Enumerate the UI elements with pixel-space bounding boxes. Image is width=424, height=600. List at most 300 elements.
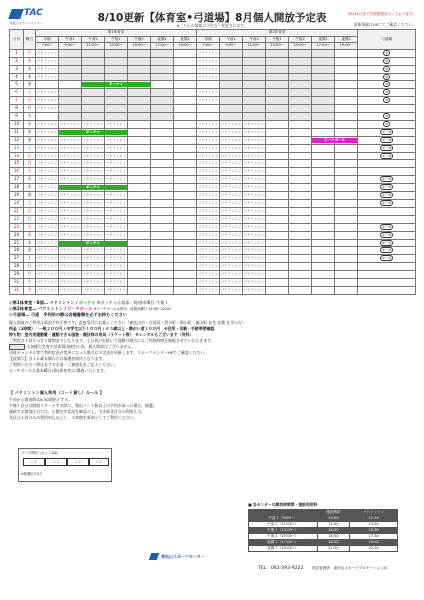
slot-cell	[243, 263, 266, 271]
slot-cell	[197, 168, 220, 176]
slot-cell	[197, 113, 220, 121]
badminton-label: バドミントン	[220, 208, 242, 213]
slot-cell	[197, 215, 220, 223]
day-cell: 23	[10, 223, 24, 231]
slot-cell	[36, 263, 59, 271]
slot-cell	[105, 113, 128, 121]
badminton-label: バドミントン	[243, 240, 265, 245]
badminton-label: バドミントン	[82, 272, 104, 277]
badminton-label: バドミントン	[105, 145, 127, 150]
badminton-label: バドミントン	[59, 272, 81, 277]
fee-cell: 夜間２（19:00~）	[249, 546, 318, 552]
time-header: 7:00~	[36, 43, 59, 50]
slot-cell	[312, 152, 335, 160]
badminton-label: バドミントン	[36, 280, 58, 285]
day-cell: 31	[10, 286, 24, 294]
slot-cell	[289, 65, 312, 73]
badminton-label: バドミントン	[197, 153, 219, 158]
day-cell: 16	[10, 168, 24, 176]
slot-cell	[266, 215, 289, 223]
bocce-bar: ボッチャ	[59, 185, 127, 190]
badminton-label: バドミントン	[220, 272, 242, 277]
slot-cell	[174, 89, 197, 97]
slot-cell	[36, 57, 59, 65]
rule-1: 午前から開放時は8:30開始とする。	[9, 397, 73, 402]
logo-subtitle: 東松山スポーツセンター	[10, 21, 43, 25]
slot-cell	[128, 144, 151, 152]
slot-cell	[82, 215, 105, 223]
day-cell: 19	[10, 192, 24, 200]
slot-cell	[266, 89, 289, 97]
kyudo-cell	[358, 192, 416, 200]
badminton-label: バドミントン	[36, 169, 58, 174]
slot-cell	[243, 255, 266, 263]
rule-2: 午後１区分は開放スタートする際に、貸出コート数以上の予約があった場合、抽選。	[9, 403, 157, 408]
slot-cell	[151, 97, 174, 105]
day-cell: 25	[10, 239, 24, 247]
badminton-label: バドミントン	[220, 169, 242, 174]
slot-cell	[151, 231, 174, 239]
slot-cell	[243, 89, 266, 97]
slot-cell	[105, 168, 128, 176]
badminton-label: バドミントン	[197, 137, 219, 142]
page-title: 8/10更新【体育室•弓道場】8月個人開放予定表	[97, 12, 327, 24]
slot-cell	[59, 279, 82, 287]
weekday-cell: 水	[24, 231, 36, 239]
day-cell: 14	[10, 152, 24, 160]
weekday-cell: 金	[24, 192, 36, 200]
slot-cell	[128, 286, 151, 294]
slot-cell	[335, 97, 358, 105]
slot-cell	[151, 184, 174, 192]
slot-cell	[243, 136, 266, 144]
info-update: 団体キャンセル等で利用状況が変更になった場合は予定表を更新します。スポーツセンターHPでご確認ください。	[9, 350, 209, 355]
badminton-label: バドミントン	[220, 264, 242, 269]
weekday-cell: 木	[24, 239, 36, 247]
slot-cell	[266, 152, 289, 160]
slot-cell	[105, 128, 128, 136]
slot-cell	[151, 136, 174, 144]
slot-cell	[105, 223, 128, 231]
badminton-label: バドミントン	[197, 50, 219, 55]
badminton-label: バドミントン	[82, 161, 104, 166]
slot-header: 早朝	[36, 36, 59, 43]
slot-cell	[197, 184, 220, 192]
slot-cell	[312, 279, 335, 287]
badminton-label: バドミントン	[36, 129, 58, 134]
day-cell: 26	[10, 247, 24, 255]
slot-cell	[289, 223, 312, 231]
slot-cell	[82, 279, 105, 287]
slot-cell	[82, 271, 105, 279]
slot-cell	[266, 144, 289, 152]
slot-cell	[266, 255, 289, 263]
slot-cell	[128, 128, 151, 136]
slot-cell	[243, 215, 266, 223]
slot-cell	[243, 271, 266, 279]
badminton-label: バドミントン	[105, 169, 127, 174]
slot-cell	[312, 49, 335, 57]
slot-cell	[220, 89, 243, 97]
badminton-label: バドミントン	[36, 90, 58, 95]
time-header: 17:00~	[151, 43, 174, 50]
slot-cell	[266, 184, 289, 192]
info-belongings: 持ち物：室内用運動靴・運動できる服装・競技毎の用具（ラケット等） ※レンタルもございます（有料）	[9, 332, 194, 337]
weekday-cell: 火	[24, 168, 36, 176]
fee-cell: 14:50	[317, 528, 350, 534]
bocce-bar: ボッチャ	[59, 130, 127, 135]
time-header: 13:00~	[105, 43, 128, 50]
slot-cell	[289, 152, 312, 160]
slot-cell	[335, 263, 358, 271]
slot-cell	[197, 128, 220, 136]
badminton-label: バドミントン	[36, 287, 58, 292]
table-row	[10, 200, 416, 208]
slot-cell	[220, 176, 243, 184]
slot-cell	[289, 255, 312, 263]
slot-cell	[243, 176, 266, 184]
badminton-label: バドミントン	[82, 153, 104, 158]
slot-cell	[197, 97, 220, 105]
slot-cell	[266, 247, 289, 255]
fee-cell: 11:30	[350, 516, 398, 522]
badminton-label: バドミントン	[220, 137, 242, 142]
badminton-label: バドミントン	[243, 153, 265, 158]
badminton-label: バドミントン	[59, 232, 81, 237]
badminton-label: バドミントン	[59, 145, 81, 150]
slot-cell	[105, 247, 128, 255]
weekday-cell: 金	[24, 136, 36, 144]
badminton-label: バドミントン	[197, 224, 219, 229]
fee-cell: 13:30	[350, 522, 398, 528]
slot-cell	[243, 144, 266, 152]
slot-cell	[36, 89, 59, 97]
day-cell: 21	[10, 207, 24, 215]
day-cell: 13	[10, 144, 24, 152]
slot-cell	[174, 105, 197, 113]
slot-cell	[266, 113, 289, 121]
slot-header: 夜間1	[151, 36, 174, 43]
day-cell: 20	[10, 200, 24, 208]
slot-cell	[335, 247, 358, 255]
slot-cell	[243, 200, 266, 208]
badminton-label: バドミントン	[105, 161, 127, 166]
table-row	[10, 247, 416, 255]
slot-cell	[289, 120, 312, 128]
info-tournament-text: は各種大会等で団体貸切使用の為、個人開放はございません。	[26, 344, 136, 349]
slot-cell	[335, 105, 358, 113]
slot-cell	[151, 200, 174, 208]
badminton-label: バドミントン	[105, 256, 127, 261]
slot-cell	[105, 136, 128, 144]
day-cell: 15	[10, 160, 24, 168]
badminton-label: バドミントン	[220, 161, 242, 166]
slot-cell	[243, 160, 266, 168]
legend-kyudo: ◎弓道場… 弓道 ※利用の際は各種書類を必ずお持ちください	[9, 312, 128, 317]
slot-cell	[220, 255, 243, 263]
slot-cell	[197, 57, 220, 65]
slot-cell	[335, 136, 358, 144]
weekday-cell: 火	[24, 279, 36, 287]
slot-cell	[335, 200, 358, 208]
badminton-label: バドミントン	[105, 137, 127, 142]
slot-cell	[151, 168, 174, 176]
badminton-label: バドミントン	[59, 224, 81, 229]
kyudo-cell	[358, 57, 416, 65]
slot-cell	[266, 128, 289, 136]
slot-cell	[289, 105, 312, 113]
weekday-cell: 土	[24, 144, 36, 152]
slot-cell	[266, 65, 289, 73]
slot-cell	[36, 105, 59, 113]
slot-cell	[243, 81, 266, 89]
slot-cell	[174, 144, 197, 152]
slot-cell	[59, 255, 82, 263]
info-night: 【夜間２】は１６歳未満の方は保護者同伴となります。	[9, 356, 106, 361]
slot-cell	[151, 144, 174, 152]
slot-cell	[128, 136, 151, 144]
badminton-label: バドミントン	[243, 232, 265, 237]
day-cell: 18	[10, 184, 24, 192]
weekday-cell: 木	[24, 73, 36, 81]
table-row	[10, 160, 416, 168]
table-row	[10, 128, 416, 136]
time-header-row	[10, 43, 416, 50]
slot-cell	[36, 207, 59, 215]
slot-cell	[105, 89, 128, 97]
slot-cell	[36, 168, 59, 176]
badminton-label: バドミントン	[36, 256, 58, 261]
legend-bocce: ボッチャ	[78, 300, 96, 305]
badminton-label: バドミントン	[243, 169, 265, 174]
slot-cell	[335, 160, 358, 168]
slot-cell	[105, 120, 128, 128]
badminton-label: バドミントン	[82, 256, 104, 261]
badminton-label: バドミントン	[243, 121, 265, 126]
badminton-label: バドミントン	[197, 169, 219, 174]
badminton-label: バドミントン	[220, 121, 242, 126]
slot-cell	[197, 160, 220, 168]
slot-cell	[197, 105, 220, 113]
slot-cell	[197, 239, 220, 247]
court-2: ハド	[45, 458, 67, 466]
slot-cell	[174, 271, 197, 279]
slot-cell	[151, 207, 174, 215]
time-header: 7:00~	[197, 43, 220, 50]
slot-cell	[266, 136, 289, 144]
slot-cell	[220, 271, 243, 279]
slot-cell	[243, 168, 266, 176]
table-row	[10, 271, 416, 279]
slot-cell	[36, 271, 59, 279]
slot-cell	[197, 144, 220, 152]
fee-cell: 午前２（11:00~）	[249, 522, 318, 528]
day-cell: 9	[10, 113, 24, 121]
slot-cell	[82, 168, 105, 176]
table-row	[10, 152, 416, 160]
slot-cell	[266, 279, 289, 287]
kyudo-slot-badge: ②	[385, 66, 389, 71]
slot-cell	[335, 128, 358, 136]
slot-cell	[220, 160, 243, 168]
slot-cell	[59, 128, 101, 136]
weekday-cell: 水	[24, 176, 36, 184]
slot-cell	[266, 176, 289, 184]
slot-cell	[266, 73, 289, 81]
slot-cell	[105, 239, 128, 247]
badminton-label: バドミントン	[36, 232, 58, 237]
slot-cell	[197, 271, 220, 279]
slot-cell	[289, 81, 312, 89]
badminton-label: バドミントン	[197, 264, 219, 269]
badminton-label: バドミントン	[36, 145, 58, 150]
slot-cell	[105, 160, 128, 168]
fee-title: ■ 当センターの開放時間帯・施設利用料	[248, 502, 318, 507]
fee-header-cell: バドミントン	[350, 510, 398, 516]
badminton-label: バドミントン	[197, 145, 219, 150]
kyudo-cell	[358, 223, 416, 231]
slot-cell	[220, 128, 243, 136]
badminton-label: バドミントン	[82, 224, 104, 229]
slot-cell	[174, 49, 197, 57]
slot-cell	[220, 65, 243, 73]
slot-cell	[335, 81, 358, 89]
badminton-label: バドミントン	[82, 264, 104, 269]
slot-cell	[312, 65, 335, 73]
kyudo-cell	[358, 279, 416, 287]
slot-cell	[174, 239, 197, 247]
badminton-label: バドミントン	[105, 280, 127, 285]
kyudo-slot-badge: ①〜③	[381, 248, 392, 253]
slot-cell	[312, 192, 335, 200]
fee-header-cell: 施設利用	[317, 510, 350, 516]
badminton-label: バドミントン	[105, 224, 127, 229]
slot-cell	[335, 152, 358, 160]
kyudo-slot-badge: ②	[385, 98, 389, 103]
badminton-label: バドミントン	[36, 224, 58, 229]
slot-cell	[312, 255, 335, 263]
weekday-cell: 日	[24, 97, 36, 105]
badminton-label: バドミントン	[197, 248, 219, 253]
badminton-label: バドミントン	[59, 169, 81, 174]
slot-header: 午前2	[243, 36, 266, 43]
slot-cell	[289, 231, 312, 239]
slot-cell	[266, 200, 289, 208]
slot-cell	[289, 97, 312, 105]
slot-cell	[151, 113, 174, 121]
badminton-label: バドミントン	[59, 256, 81, 261]
slot-cell	[151, 105, 174, 113]
slot-cell	[59, 105, 82, 113]
kyudo-slot-badge: ①〜③	[381, 232, 392, 237]
slot-cell	[266, 231, 289, 239]
slot-cell	[335, 73, 358, 81]
slot-cell	[128, 255, 151, 263]
slot-header: 午前1	[59, 36, 82, 43]
kyudo-cell	[358, 239, 416, 247]
slot-cell	[82, 286, 105, 294]
slot-cell	[82, 263, 105, 271]
badminton-label: バドミントン	[243, 177, 265, 182]
kyudo-slot-badge: ②	[385, 50, 389, 55]
badminton-label: バドミントン	[197, 240, 219, 245]
badminton-label: バドミントン	[243, 137, 265, 142]
slot-cell	[36, 136, 59, 144]
slot-cell	[128, 57, 151, 65]
slot-cell	[36, 215, 59, 223]
slot-cell	[243, 65, 266, 73]
day-cell: 29	[10, 271, 24, 279]
kyudo-cell	[358, 160, 416, 168]
slot-cell	[220, 286, 243, 294]
kyudo-cell	[358, 49, 416, 57]
slot-cell	[312, 286, 335, 294]
badminton-label: バドミントン	[220, 216, 242, 221]
kyudo-cell	[358, 271, 416, 279]
slot-cell	[174, 57, 197, 65]
kyudo-slot-badge: ①〜③	[381, 193, 392, 198]
rules-title: 【 バドミントン個人利用（コート貸し）ルール 】	[9, 390, 104, 395]
slot-cell	[335, 255, 358, 263]
badminton-label: バドミントン	[82, 145, 104, 150]
court-diagram-note: ブース利用（ネット1組）	[21, 451, 61, 455]
slot-cell	[289, 136, 312, 144]
slot-cell	[128, 239, 151, 247]
badminton-label: バドミントン	[36, 121, 58, 126]
slot-cell	[220, 120, 243, 128]
slot-cell	[128, 73, 151, 81]
badminton-label: バドミントン	[105, 208, 127, 213]
court-1: ハド	[23, 458, 45, 466]
slot-cell	[151, 128, 174, 136]
slot-cell	[312, 200, 335, 208]
slot-cell	[128, 113, 151, 121]
badminton-label: バドミントン	[36, 185, 58, 190]
time-header: 17:00~	[312, 43, 335, 50]
badminton-label: バドミントン	[36, 106, 58, 111]
kyudo-slot-badge: ②	[385, 114, 389, 119]
table-row	[10, 231, 416, 239]
kyudo-cell	[358, 144, 416, 152]
kyudo-slot-badge: ①〜③	[381, 137, 392, 142]
slot-cell	[82, 207, 105, 215]
kyudo-cell	[358, 65, 416, 73]
badminton-label: バドミントン	[197, 256, 219, 261]
slot-cell	[128, 263, 151, 271]
slot-cell	[312, 113, 335, 121]
kyudo-cell	[358, 136, 416, 144]
slot-cell	[128, 89, 151, 97]
slot-cell	[151, 57, 174, 65]
slot-cell	[105, 231, 128, 239]
slot-cell	[266, 168, 289, 176]
slot-cell	[174, 286, 197, 294]
time-header: 13:00~	[266, 43, 289, 50]
badminton-label: バドミントン	[220, 287, 242, 292]
slot-cell	[312, 168, 335, 176]
badminton-label: バドミントン	[36, 264, 58, 269]
bottom-logo-text: 東松山スポーツセンター	[161, 554, 205, 559]
slot-cell	[335, 239, 358, 247]
slot-cell	[105, 207, 128, 215]
badminton-label: バドミントン	[82, 248, 104, 253]
table-row	[10, 255, 416, 263]
slot-cell	[105, 49, 128, 57]
badminton-label: バドミントン	[220, 177, 242, 182]
slot-cell	[312, 144, 335, 152]
slot-cell	[105, 215, 128, 223]
info-block	[9, 320, 415, 374]
